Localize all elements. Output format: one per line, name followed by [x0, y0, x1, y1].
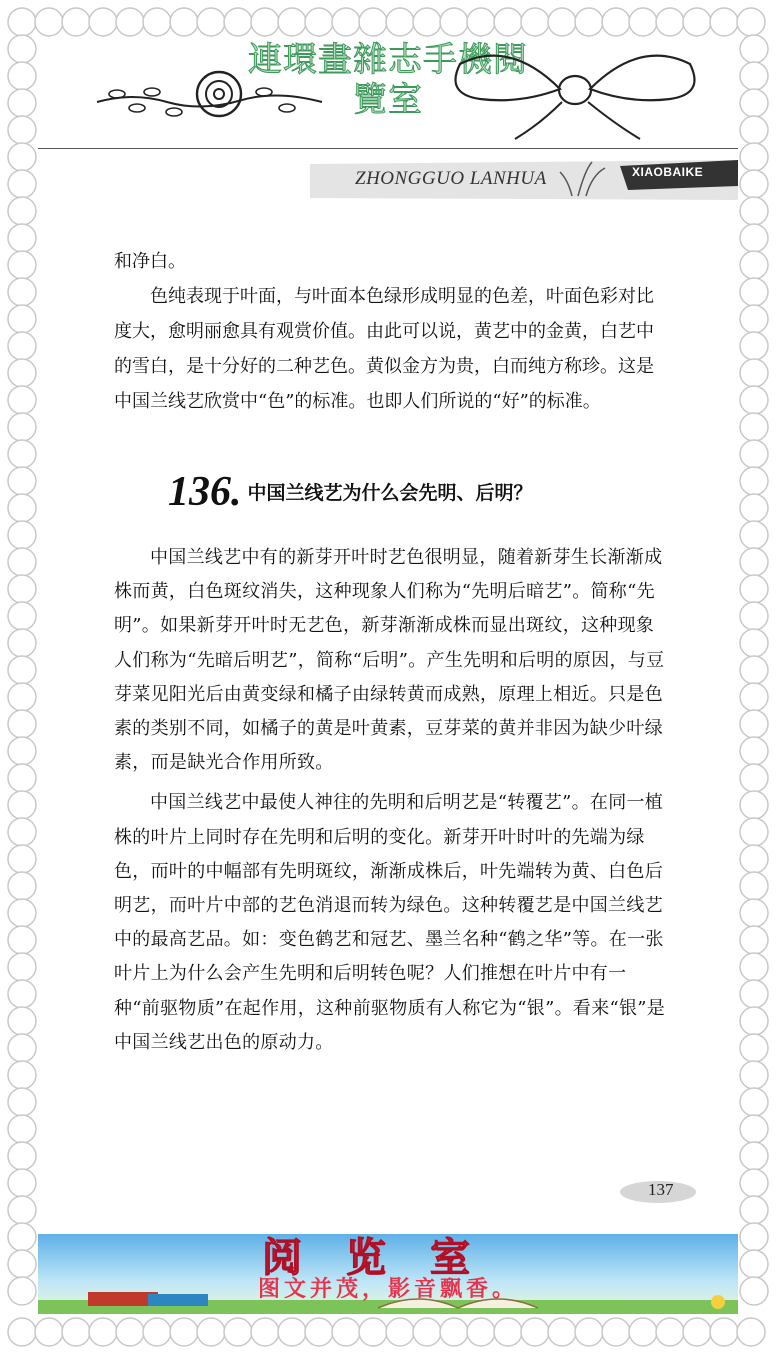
- scallop-icon: [8, 494, 36, 522]
- scallop-icon: [8, 305, 36, 333]
- scallop-icon: [740, 332, 768, 360]
- scallop-icon: [8, 872, 36, 900]
- scallop-icon: [197, 1318, 225, 1346]
- scallop-icon: [740, 764, 768, 792]
- scallop-icon: [740, 170, 768, 198]
- bow-ornament-icon: [440, 44, 710, 144]
- scallop-icon: [737, 8, 765, 36]
- scallop-icon: [8, 980, 36, 1008]
- footer-main-text: 阅览室: [262, 1235, 514, 1281]
- scallop-icon: [740, 1061, 768, 1089]
- scallop-icon: [8, 1007, 36, 1035]
- scallop-icon: [224, 1318, 252, 1346]
- scallop-icon: [143, 8, 171, 36]
- scallop-icon: [740, 224, 768, 252]
- scallop-icon: [62, 1318, 90, 1346]
- scallop-icon: [8, 143, 36, 171]
- scallop-icon: [8, 386, 36, 414]
- intro-paragraph: 和净白。: [114, 251, 186, 272]
- scallop-icon: [251, 1318, 279, 1346]
- scallop-icon: [740, 602, 768, 630]
- scallop-icon: [740, 116, 768, 144]
- scallop-icon: [467, 8, 495, 36]
- scallop-icon: [8, 926, 36, 954]
- scallop-icon: [740, 1034, 768, 1062]
- scallop-icon: [740, 737, 768, 765]
- scallop-icon: [656, 1318, 684, 1346]
- scallop-icon: [359, 8, 387, 36]
- scallop-icon: [8, 602, 36, 630]
- scallop-icon: [710, 8, 738, 36]
- scallop-icon: [440, 1318, 468, 1346]
- section-heading: [168, 468, 533, 518]
- scallop-icon: [602, 8, 630, 36]
- scallop-icon: [629, 1318, 657, 1346]
- scallop-icon: [740, 872, 768, 900]
- scallop-icon: [413, 1318, 441, 1346]
- scallop-icon: [467, 1318, 495, 1346]
- scallop-icon: [197, 8, 225, 36]
- scallop-icon: [740, 197, 768, 225]
- scallop-icon: [89, 1318, 117, 1346]
- scallop-icon: [740, 278, 768, 306]
- scallop-icon: [494, 1318, 522, 1346]
- scallop-icon: [629, 8, 657, 36]
- scallop-icon: [8, 1169, 36, 1197]
- scallop-icon: [710, 1318, 738, 1346]
- scallop-icon: [740, 818, 768, 846]
- header-rule: [38, 148, 738, 149]
- scallop-icon: [740, 980, 768, 1008]
- scallop-icon: [740, 926, 768, 954]
- scallop-icon: [440, 8, 468, 36]
- scallop-icon: [548, 8, 576, 36]
- page-number: 137: [648, 1180, 674, 1199]
- scallop-icon: [8, 629, 36, 657]
- scallop-icon: [8, 899, 36, 927]
- scallop-icon: [278, 1318, 306, 1346]
- scallop-icon: [740, 1169, 768, 1197]
- scallop-icon: [224, 8, 252, 36]
- scallop-icon: [521, 1318, 549, 1346]
- scallop-icon: [116, 1318, 144, 1346]
- scallop-icon: [170, 8, 198, 36]
- scallop-icon: [575, 8, 603, 36]
- scallop-icon: [8, 1115, 36, 1143]
- scallop-icon: [8, 197, 36, 225]
- scallop-icon: [740, 305, 768, 333]
- scallop-icon: [8, 251, 36, 279]
- scallop-icon: [332, 8, 360, 36]
- scallop-icon: [8, 224, 36, 252]
- scallop-icon: [740, 953, 768, 981]
- scallop-icon: [740, 1088, 768, 1116]
- scallop-icon: [740, 1142, 768, 1170]
- scallop-icon: [8, 332, 36, 360]
- body-paragraph: 中国兰线艺中最使人神往的先明和后明艺是“转覆艺”。在同一植株的叶片上同时存在先明和后明的变化。新芽开叶时叶的先端为绿色，而叶的中幅部有先明斑纹，渐渐成株后，叶先端转为黄、白色后明艺，而叶片中部的艺色消退而转为绿色。这种转覆艺是中国兰线艺中的最高艺品。如：变色鹤艺和冠艺、墨兰名种“鹤之华”等。在一张叶片上为什么会产生先明和后明转色呢？人们推想在叶片中有一种“前驱物质”在起作用，这种前驱物质有人称它为“银”。看来“银”是中国兰线艺出色的原动力。: [114, 792, 666, 1053]
- scallop-icon: [413, 8, 441, 36]
- scallop-icon: [8, 278, 36, 306]
- magazine-title-line2: 覽室: [353, 80, 423, 120]
- scallop-icon: [740, 359, 768, 387]
- scallop-icon: [8, 575, 36, 603]
- scallop-icon: [62, 8, 90, 36]
- scallop-icon: [740, 791, 768, 819]
- scallop-icon: [8, 1142, 36, 1170]
- scallop-icon: [35, 8, 63, 36]
- scallop-icon: [740, 467, 768, 495]
- scallop-icon: [359, 1318, 387, 1346]
- scallop-icon: [740, 845, 768, 873]
- scallop-icon: [8, 791, 36, 819]
- scallop-icon: [8, 1318, 36, 1346]
- scallop-icon: [386, 1318, 414, 1346]
- scallop-icon: [740, 1196, 768, 1224]
- scallop-icon: [740, 656, 768, 684]
- scallop-icon: [8, 548, 36, 576]
- scallop-icon: [740, 386, 768, 414]
- scallop-icon: [740, 521, 768, 549]
- scallop-icon: [8, 1196, 36, 1224]
- scallop-icon: [8, 467, 36, 495]
- scallop-icon: [656, 8, 684, 36]
- scallop-icon: [740, 548, 768, 576]
- scallop-icon: [8, 1088, 36, 1116]
- scallop-icon: [8, 737, 36, 765]
- scallop-icon: [8, 764, 36, 792]
- scallop-icon: [278, 8, 306, 36]
- scallop-icon: [8, 845, 36, 873]
- scallop-icon: [8, 1061, 36, 1089]
- scallop-icon: [116, 8, 144, 36]
- scallop-icon: [521, 8, 549, 36]
- scallop-icon: [740, 413, 768, 441]
- intro-text: [114, 244, 670, 419]
- scallop-icon: [332, 1318, 360, 1346]
- scallop-icon: [740, 683, 768, 711]
- scallop-icon: [8, 1034, 36, 1062]
- article-body: [114, 541, 670, 1060]
- banner-tag: XIAOBAIKE: [632, 165, 704, 179]
- section-title: 中国兰线艺为什么会先明、后明？: [247, 482, 533, 504]
- scallop-icon: [170, 1318, 198, 1346]
- scallop-icon: [8, 8, 36, 36]
- scallop-icon: [8, 413, 36, 441]
- rose-vine-ornament-icon: [92, 62, 342, 142]
- scallop-icon: [740, 1115, 768, 1143]
- scallop-icon: [8, 116, 36, 144]
- scallop-icon: [683, 1318, 711, 1346]
- scallop-icon: [740, 575, 768, 603]
- scallop-icon: [740, 494, 768, 522]
- scallop-icon: [740, 143, 768, 171]
- scallop-icon: [305, 1318, 333, 1346]
- scallop-icon: [740, 1007, 768, 1035]
- scallop-icon: [35, 1318, 63, 1346]
- scallop-icon: [740, 899, 768, 927]
- scallop-icon: [8, 170, 36, 198]
- scallop-icon: [8, 710, 36, 738]
- body-paragraph: 中国兰线艺中有的新芽开叶时艺色很明显，随着新芽生长渐渐成株而黄，白色斑纹消失，这种现象人们称为“先明后暗艺”。简称“先明”。如果新芽开叶时无艺色，新芽渐渐成株而显出斑纹，这种现象人们称为“先暗后明艺”，简称“后明”。产生先明和后明的原因，与豆芽菜见阳光后由黄变绿和橘子由绿转黄而成熟，原理上相近。只是色素的类别不同，如橘子的黄是叶黄素，豆芽菜的黄并非因为缺少叶绿素，而是缺光合作用所致。: [114, 547, 665, 774]
- scallop-icon: [740, 629, 768, 657]
- footer-slogan: 图文并茂，影音飘香。: [257, 1277, 518, 1302]
- scallop-icon: [740, 440, 768, 468]
- scallop-icon: [683, 8, 711, 36]
- scallop-icon: [8, 953, 36, 981]
- scallop-icon: [386, 8, 414, 36]
- scallop-icon: [8, 818, 36, 846]
- scallop-icon: [602, 1318, 630, 1346]
- scallop-icon: [8, 521, 36, 549]
- scallop-icon: [494, 8, 522, 36]
- scallop-icon: [251, 8, 279, 36]
- scallop-icon: [8, 656, 36, 684]
- section-number: 136.: [168, 469, 242, 515]
- page-number-badge: [618, 1177, 698, 1207]
- scallop-icon: [737, 1318, 765, 1346]
- scallop-icon: [305, 8, 333, 36]
- scallop-icon: [740, 251, 768, 279]
- scallop-icon: [89, 8, 117, 36]
- scallop-icon: [575, 1318, 603, 1346]
- scallop-icon: [143, 1318, 171, 1346]
- scallop-icon: [8, 440, 36, 468]
- scallop-icon: [8, 359, 36, 387]
- banner-text: ZHONGGUO LANHUA: [355, 168, 547, 189]
- scallop-icon: [8, 683, 36, 711]
- scallop-icon: [548, 1318, 576, 1346]
- scallop-icon: [740, 710, 768, 738]
- intro-paragraph: 色纯表现于叶面，与叶面本色绿形成明显的色差，叶面色彩对比度大，愈明丽愈具有观赏价值。由此可以说，黄艺中的金黄，白艺中的雪白，是十分好的二种艺色。黄似金方为贵，白而纯方称珍。这是中国兰线艺欣赏中“色”的标准。也即人们所说的“好”的标准。: [114, 286, 654, 412]
- magazine-title-line1: 連環畫雜志手機閱: [248, 40, 528, 80]
